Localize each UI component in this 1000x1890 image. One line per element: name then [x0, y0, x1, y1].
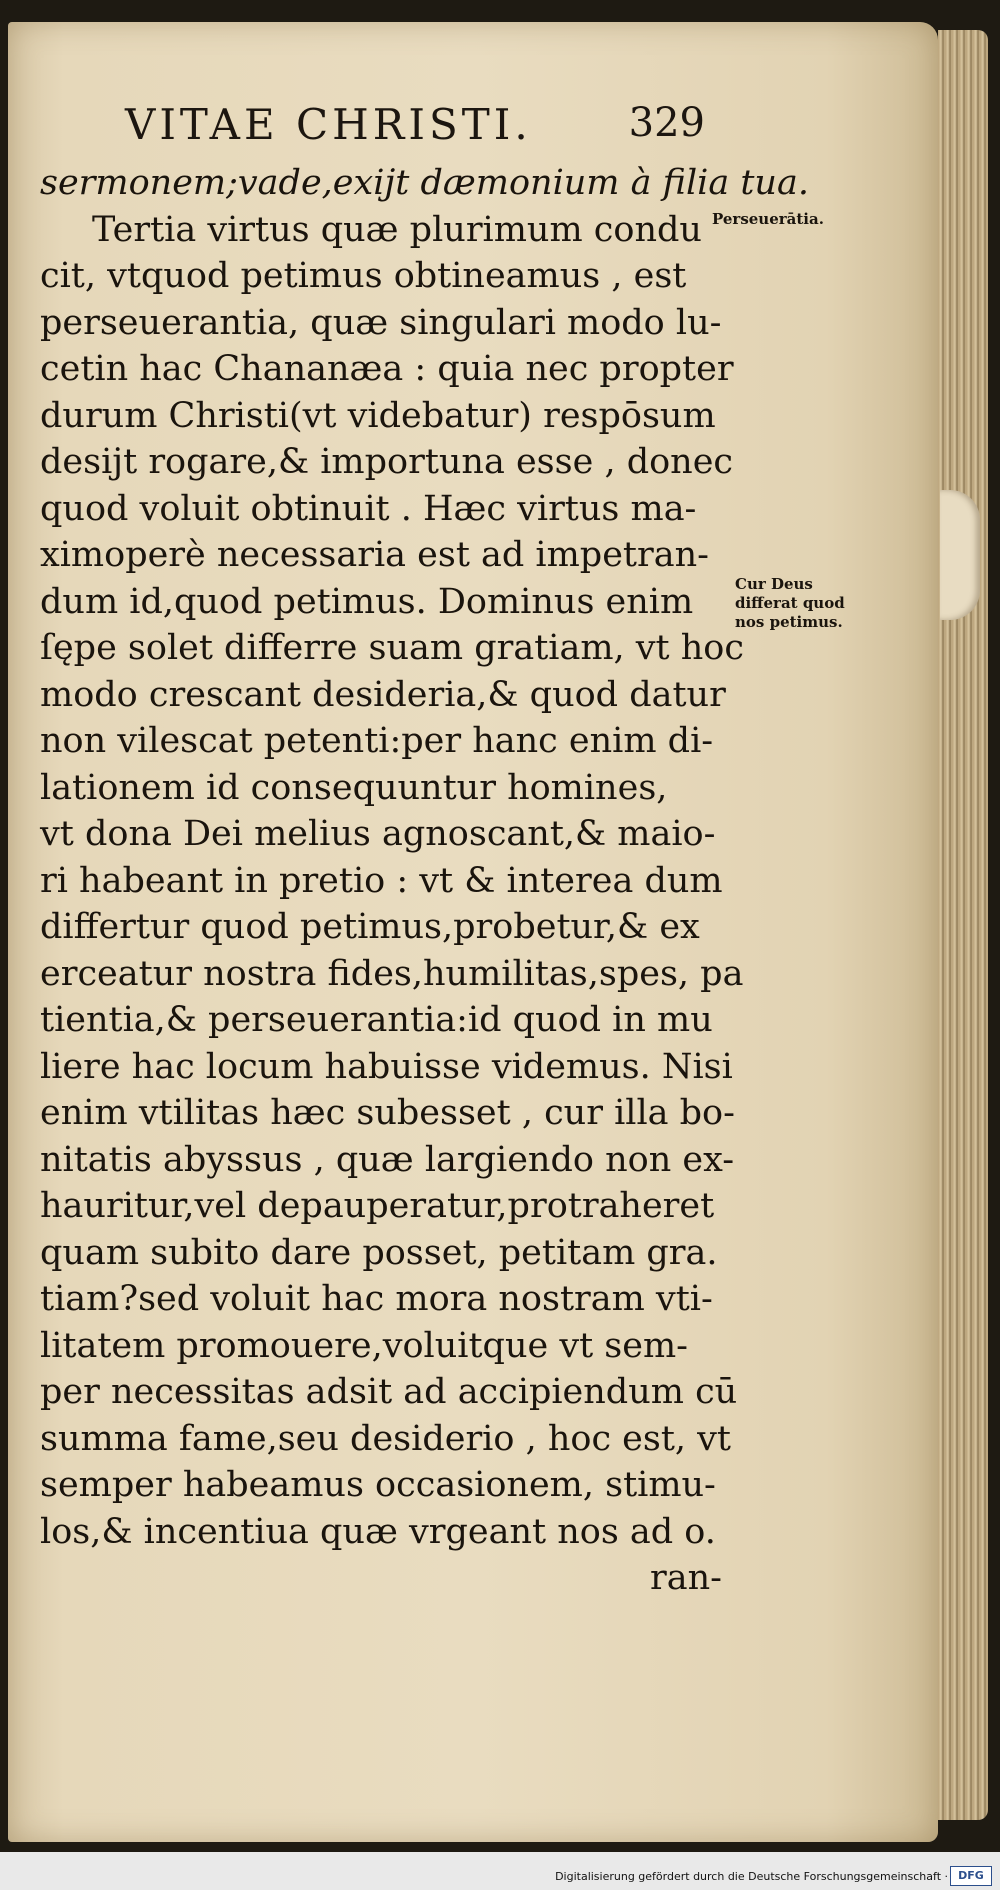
- text-line: sermonem;vade,exijt dæmonium à filia tua.: [40, 163, 809, 203]
- margin-note-line: Cur Deus: [735, 575, 813, 593]
- text-line: los,& incentiua quæ vrgeant nos ad o.: [40, 1511, 716, 1552]
- margin-note-line: nos petimus.: [735, 613, 843, 631]
- text-line: vt dona Dei melius agnoscant,& maio-: [40, 814, 716, 854]
- text-line: quod voluit obtinuit . Hæc virtus ma-: [40, 488, 697, 529]
- page-tab: [940, 490, 980, 620]
- text-line: cetin hac Chananæa : quia nec propter: [40, 349, 734, 389]
- catchword: ran-: [650, 1558, 722, 1598]
- text-line: summa fame,seu desiderio , hoc est, vt: [40, 1418, 731, 1459]
- dfg-logo: DFG: [950, 1866, 992, 1886]
- text-line: hauritur,vel depauperatur,protraheret: [40, 1186, 715, 1226]
- margin-note-perseverance: Perseuerātia.: [712, 210, 824, 228]
- text-line: quam subito dare posset, petitam gra.: [40, 1232, 718, 1273]
- margin-note-why-god-delays: [735, 575, 915, 632]
- page-number: 329: [628, 100, 705, 146]
- text-line: Tertia virtus quæ plurimum condu: [92, 209, 702, 250]
- text-line: enim vtilitas hæc subesset , cur illa bo-: [40, 1093, 735, 1133]
- text-line: ximoperè necessaria est ad impetran-: [40, 535, 709, 575]
- text-line: ſępe solet differre suam gratiam, vt hoc: [40, 628, 744, 668]
- text-line: tiam?sed voluit hac mora nostram vti-: [40, 1279, 713, 1319]
- text-line: dum id,quod petimus. Dominus enim: [40, 581, 694, 622]
- text-line: semper habeamus occasionem, stimu-: [40, 1465, 716, 1505]
- text-line: differtur quod petimus,probetur,& ex: [40, 907, 700, 947]
- text-line: tientia,& perseuerantia:id quod in mu: [40, 1000, 713, 1040]
- digitization-credit: Digitalisierung gefördert durch die Deutsche Forschungsgemeinschaft ·: [555, 1870, 948, 1883]
- text-line: perseuerantia, quæ singulari modo lu-: [40, 302, 722, 343]
- text-line: liere hac locum habuisse videmus. Nisi: [40, 1046, 733, 1087]
- text-line: nitatis abyssus , quæ largiendo non ex-: [40, 1139, 735, 1180]
- text-line: lationem id consequuntur homines,: [40, 767, 668, 808]
- running-head: VITAE CHRISTI.: [125, 100, 532, 149]
- text-line: cit, vtquod petimus obtineamus , est: [40, 256, 687, 296]
- text-line: durum Christi(vt videbatur) respōsum: [40, 395, 716, 436]
- text-line: erceatur nostra fides,humilitas,spes, pa: [40, 953, 744, 994]
- text-line: desijt rogare,& importuna esse , donec: [40, 442, 734, 482]
- text-line: per necessitas adsit ad accipiendum cū: [40, 1372, 738, 1412]
- text-line: litatem promouere,voluitque vt sem-: [40, 1325, 688, 1366]
- page-header: [125, 100, 705, 156]
- text-line: ri habeant in pretio : vt & interea dum: [40, 860, 723, 901]
- margin-note-line: differat quod: [735, 594, 845, 612]
- text-line: modo crescant desideria,& quod datur: [40, 674, 726, 715]
- text-line: non vilescat petenti:per hanc enim di-: [40, 721, 714, 761]
- page-edges: [938, 30, 988, 1820]
